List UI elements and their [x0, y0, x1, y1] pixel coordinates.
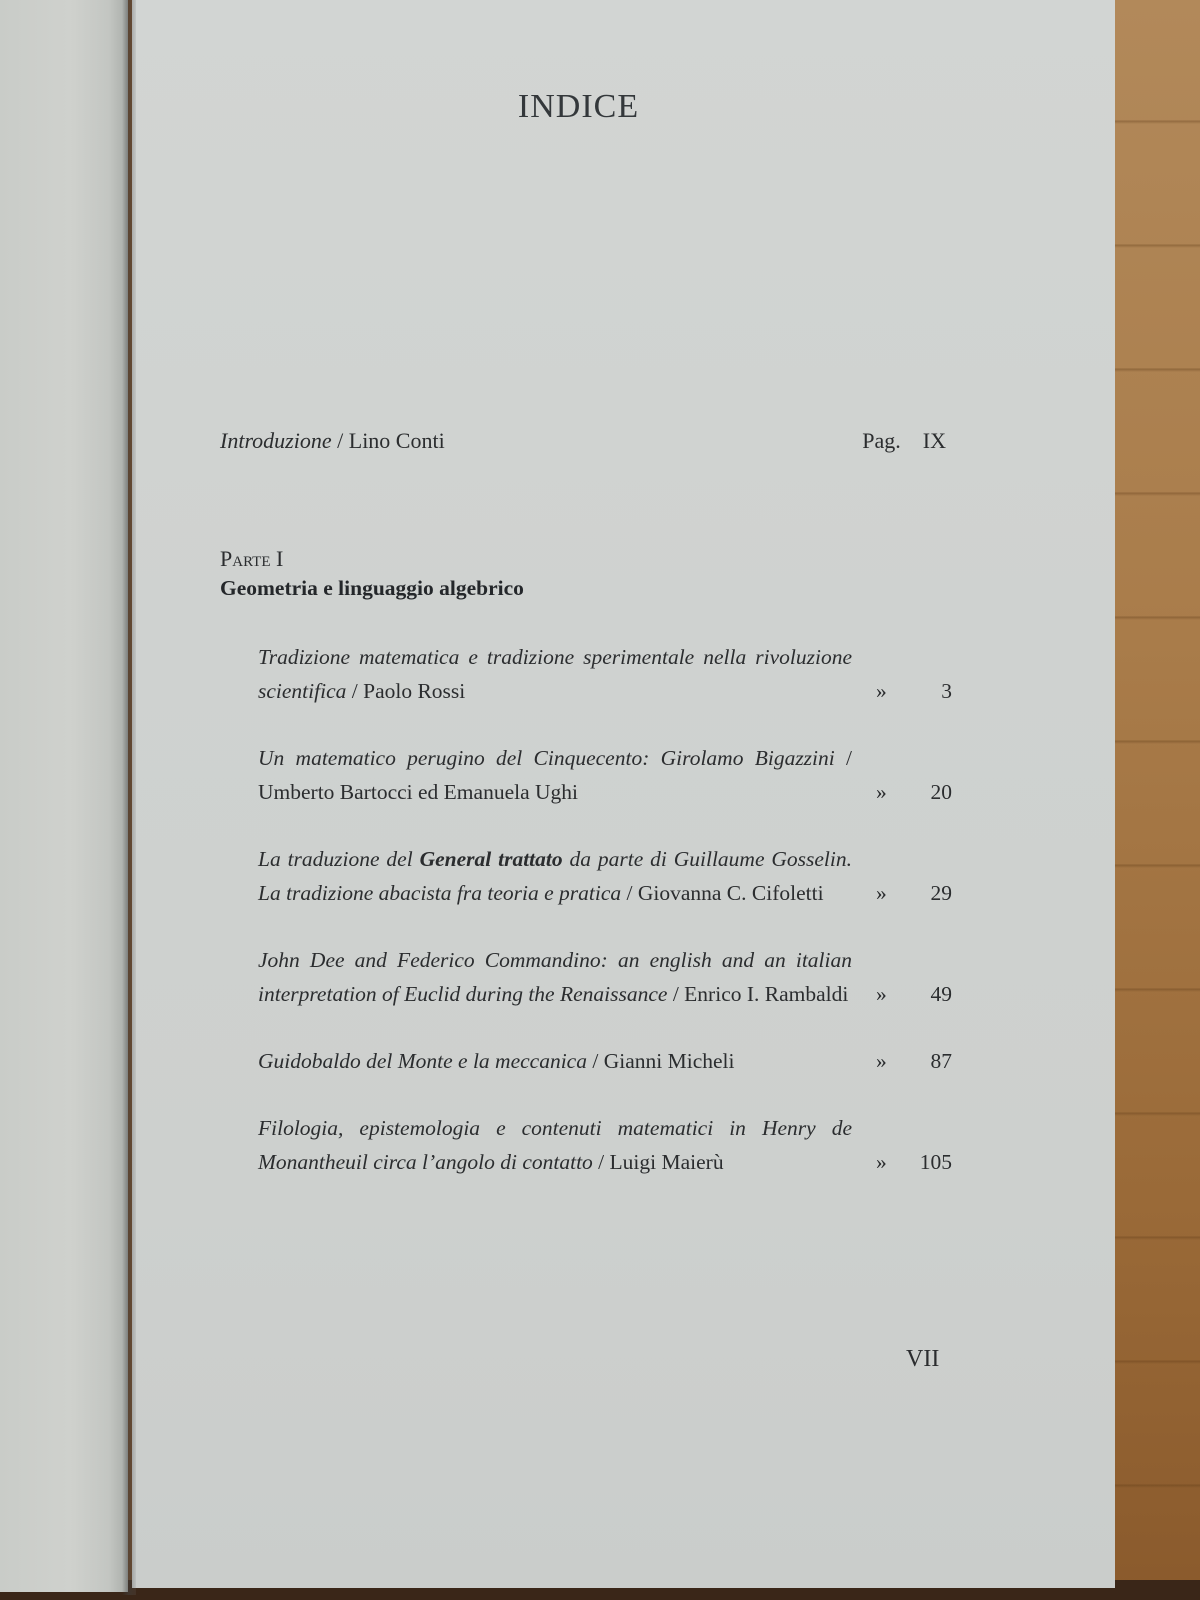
entry-page-ref [856, 977, 952, 1011]
separator: / [621, 881, 638, 905]
entry-page-ref [856, 775, 952, 809]
toc-entry [258, 1044, 952, 1078]
entry-author: Giovanna C. Cifoletti [637, 881, 824, 905]
entry-title-pre: La traduzione del [258, 847, 420, 871]
toc-entries [258, 640, 952, 1212]
toc-introduction-row [220, 428, 946, 454]
entry-author: Luigi Maierù [609, 1150, 724, 1174]
entry-title: Tradizione matematica e tradizione sperimentale nella rivoluzione scientifica [258, 645, 852, 703]
book-page [132, 0, 1115, 1588]
book-gutter-shadow [122, 0, 136, 1595]
introduction-title: Introduzione [220, 428, 332, 453]
page-title: INDICE [517, 88, 640, 125]
entry-author: Paolo Rossi [363, 679, 466, 703]
entry-page-ref [856, 876, 952, 910]
left-page-edge [0, 0, 128, 1592]
introduction-entry [220, 428, 445, 454]
entry-page-number: 29 [930, 881, 952, 905]
entry-title: Un matematico perugino del Cinquecento: Girolamo Bigazzini [258, 746, 835, 770]
entry-page-number: 105 [919, 1150, 952, 1174]
entry-page-number: 49 [930, 982, 952, 1006]
toc-entry [258, 741, 952, 809]
introduction-page-ref [862, 428, 946, 454]
toc-entry [258, 1111, 952, 1179]
separator: / [592, 1150, 610, 1174]
entry-page-number: 3 [941, 679, 952, 703]
page-label: Pag. [862, 428, 901, 453]
entry-page-number: 87 [930, 1049, 952, 1073]
entry-author: Enrico I. Rambaldi [684, 982, 849, 1006]
toc-entry [258, 842, 952, 910]
ditto-marker: » [876, 881, 887, 905]
ditto-marker: » [876, 679, 887, 703]
entry-author: Gianni Micheli [603, 1049, 735, 1073]
page-folio: VII [906, 1346, 940, 1372]
separator: / [834, 746, 852, 770]
entry-author: Umberto Bartocci ed Emanuela Ughi [258, 780, 579, 804]
introduction-page-number: IX [922, 428, 946, 453]
part-title: Geometria e linguaggio algebrico [220, 576, 524, 600]
toc-entry [258, 943, 952, 1011]
ditto-marker: » [876, 1049, 887, 1073]
ditto-marker: » [876, 982, 887, 1006]
entry-title: John Dee and Federico Commandino: an english and an italian interpretation of Euclid during the Renaissance [258, 948, 852, 1006]
entry-page-ref [856, 1145, 952, 1179]
separator: / [667, 982, 685, 1006]
entry-page-ref [856, 674, 952, 708]
toc-entry [258, 640, 952, 708]
entry-title: Guidobaldo del Monte e la meccanica [258, 1049, 587, 1073]
introduction-author: Lino Conti [348, 428, 445, 453]
part-label: Parte I [220, 546, 284, 571]
ditto-marker: » [876, 1150, 887, 1174]
entry-page-number: 20 [930, 780, 952, 804]
wooden-table-background [1100, 0, 1200, 1600]
separator: / [346, 679, 364, 703]
entry-title-post: da parte di Guillaume Gosselin. La tradizione abacista fra teoria e pratica [258, 847, 852, 905]
separator: / [586, 1049, 604, 1073]
ditto-marker: » [876, 780, 887, 804]
entry-page-ref [856, 1044, 952, 1078]
entry-title-bold: General trattato [419, 847, 563, 871]
entry-title: Filologia, epistemologia e contenuti matematici in Henry de Monantheuil circa l’angolo di contatto [258, 1116, 852, 1174]
separator: / [331, 428, 349, 453]
